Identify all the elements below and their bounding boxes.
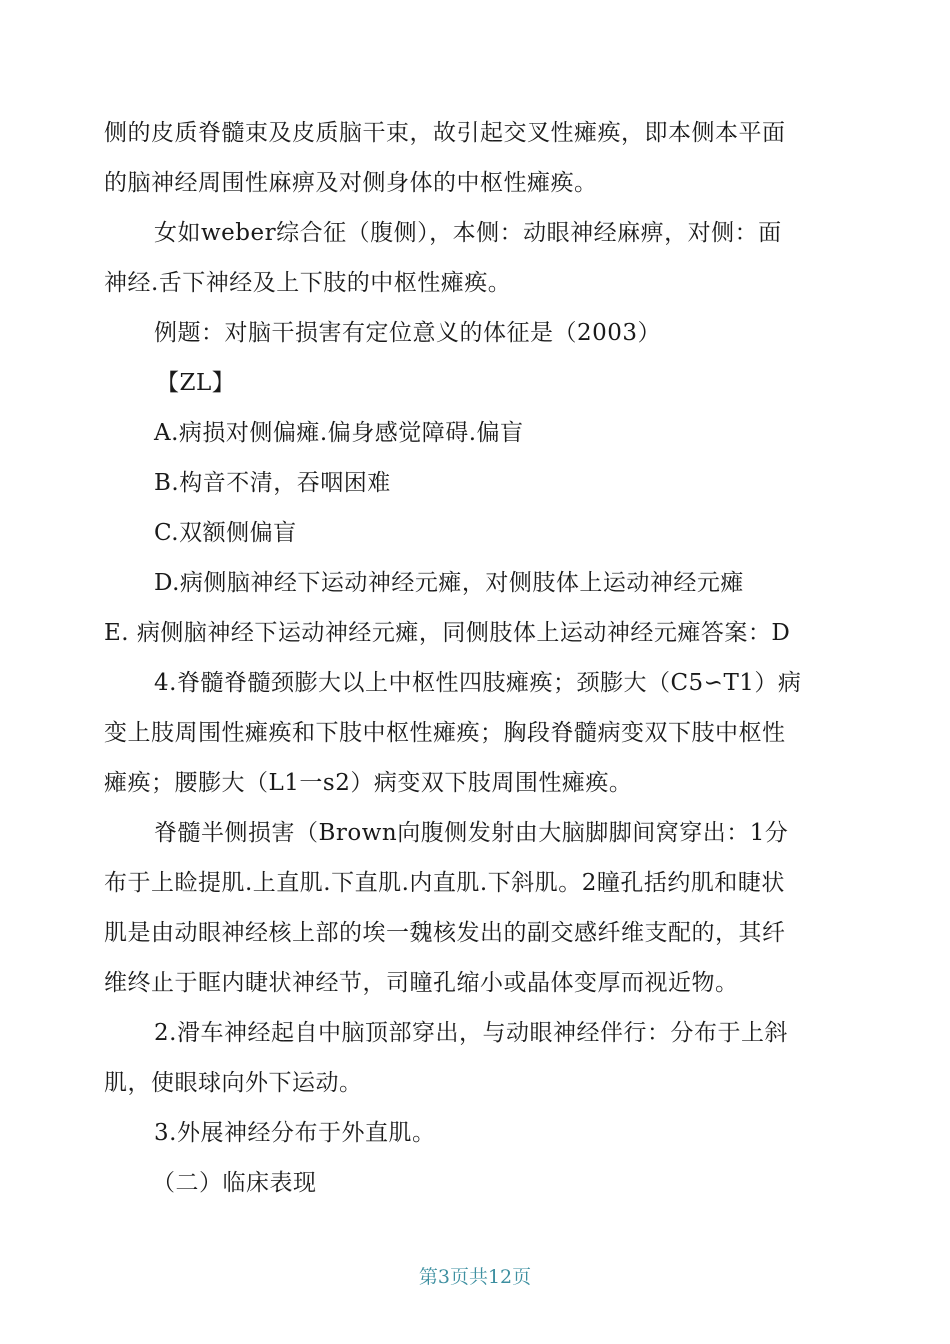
document-body	[104, 108, 844, 1208]
section-heading: （二）临床表现	[152, 1170, 317, 1196]
text-line: 肌是由动眼神经核上部的埃一魏核发出的副交感纤维支配的，其纤	[104, 920, 786, 946]
text-line: 2.滑车神经起自中脑顶部穿出，与动眼神经伴行：分布于上斜	[154, 1020, 788, 1046]
option-d: D.病侧脑神经下运动神经元瘫，对侧肢体上运动神经元瘫	[154, 570, 744, 596]
text-line: 神经.舌下神经及上下肢的中枢性瘫痪。	[104, 270, 512, 296]
option-a: A.病损对侧偏瘫.偏身感觉障碍.偏盲	[154, 420, 524, 446]
text-line: 3.外展神经分布于外直肌。	[154, 1120, 436, 1146]
option-e: E. 病侧脑神经下运动神经元瘫，同侧肢体上运动神经元瘫答案：D	[104, 620, 791, 646]
text-line: 瘫痪；腰膨大（L1一s2）病变双下肢周围性瘫痪。	[104, 770, 633, 796]
text-line: 布于上睑提肌.上直肌.下直肌.内直肌.下斜肌。2瞳孔括约肌和睫状	[104, 870, 785, 896]
text-line: 例题：对脑干损害有定位意义的体征是（2003）	[154, 320, 662, 346]
text-line: 的脑神经周围性麻痹及对侧身体的中枢性瘫痪。	[104, 170, 598, 196]
page-number-footer: 第3页共12页	[418, 1266, 532, 1288]
option-b: B.构音不清，吞咽困难	[154, 470, 391, 496]
text-line: 侧的皮质脊髓束及皮质脑干束，故引起交叉性瘫痪，即本侧本平面	[104, 120, 786, 146]
text-line: 【ZL】	[156, 370, 236, 396]
text-line: 变上肢周围性瘫痪和下肢中枢性瘫痪；胸段脊髓病变双下肢中枢性	[104, 720, 786, 746]
text-line: 肌，使眼球向外下运动。	[104, 1070, 363, 1096]
option-c: C.双额侧偏盲	[154, 520, 297, 546]
text-line: 脊髓半侧损害（Brown向腹侧发射由大脑脚脚间窝穿出：1分	[154, 820, 789, 846]
text-line: 女如weber综合征（腹侧），本侧：动眼神经麻痹，对侧：面	[154, 220, 782, 246]
text-line: 维终止于眶内睫状神经节，司瞳孔缩小或晶体变厚而视近物。	[104, 970, 739, 996]
text-line: 4.脊髓脊髓颈膨大以上中枢性四肢瘫痪；颈膨大（C5∽T1）病	[154, 670, 802, 696]
